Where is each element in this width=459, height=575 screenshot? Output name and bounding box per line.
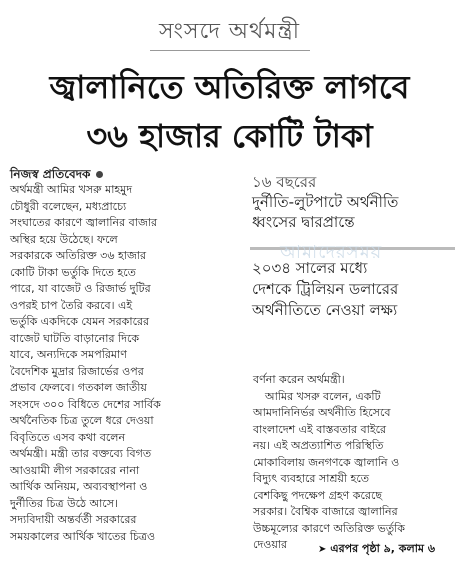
text-line: অর্থমন্ত্রী আমির খসরু মাহমুদ [10, 183, 133, 196]
text-line: অর্থনৈতিক চিত্র তুলে ধরে দেওয়া [10, 414, 154, 427]
continued-on-link[interactable] [318, 540, 435, 559]
text-line: কোটি টাকা ভর্তুকি দিতে হতে [10, 265, 136, 279]
text-line: পারে, যা বাজেট ও রিজার্ভ দুটির [10, 282, 151, 295]
right-column [253, 372, 451, 554]
text-line: বৈদেশিক মুদ্রার রিজার্ভের ওপর [10, 364, 144, 378]
text-line: ওপরই চাপ তৈরি করবে। এই [10, 298, 133, 312]
text-line: বাজেট ঘাটতি বাড়ানোর দিকে [10, 331, 140, 345]
text-line: যাবে, অন্যদিকে সমপরিমাণ [10, 348, 127, 361]
text-line: সময়কালের আর্থিক খাতের চিত্রও [10, 529, 156, 543]
text-line: বর্ণনা করেন অর্থমন্ত্রী। [253, 373, 345, 386]
text-line: বিদ্যুৎ ব্যবহারে সাশ্রয়ী হতে [253, 472, 370, 485]
text-line: সদ্যবিদায়ী অন্তর্বর্তী সরকারের [10, 513, 137, 526]
text-line: উচ্চমূল্যের কারণে অতিরিক্ত ভর্তুকি [253, 521, 405, 535]
text-line: আমির খসরু বলেন, একটি [265, 389, 381, 403]
text-line: সরকার। বৈশ্বিক বাজারে জ্বালানির [253, 505, 398, 518]
related-story-1-line: দুর্নীতি-লুটপাটে অর্থনীতি [252, 193, 399, 211]
arrow-right-icon: ➤ [318, 544, 327, 555]
related-story-1-line: ধ্বংসের দ্বারপ্রান্তে [252, 213, 355, 231]
text-line: সংসদে ৩০০ বিধিতে দেশের সার্বিক [10, 397, 161, 411]
related-story-2-line: দেশকে ট্রিলিয়ন ডলারের [252, 280, 399, 298]
text-line: বাংলাদেশ এই বাস্তবতার বাইরে [253, 422, 387, 436]
headline-line-2: ৩৬ হাজার কোটি টাকা [86, 117, 373, 155]
text-line: মোকাবিলায় জনগণকে জ্বালানি ও [253, 455, 400, 469]
text-line: অস্থির হয়ে উঠেছে। ফলে [10, 232, 118, 246]
byline-text: নিজস্ব প্রতিবেদক [10, 167, 91, 181]
text-line: চৌধুরী বলেছেন, মধ্যপ্রাচ্যে [10, 199, 127, 213]
related-story-1 [252, 172, 452, 232]
text-line: ভর্তুকি একদিকে যেমন সরকারের [10, 315, 150, 328]
kicker: সংসদে অর্থমন্ত্রী [158, 19, 300, 44]
related-story-2-line: অর্থনীতিতে নেওয়া লক্ষ্য [252, 301, 398, 319]
text-line: অর্থমন্ত্রী। মন্ত্রী তার বক্তব্যে বিগত [10, 447, 152, 460]
left-column [10, 182, 238, 545]
text-line: প্রভাব ফেলবে। গতকাল জাতীয় [10, 381, 147, 394]
text-line: নয়। এই অপ্রত্যাশিত পরিস্থিতি [253, 439, 384, 452]
text-line: সরকারকে অতিরিক্ত ৩৬ হাজার [10, 249, 147, 262]
related-story-2-line: ২০৩৪ সালের মধ্যে [252, 259, 368, 277]
kicker-underline [150, 50, 310, 51]
bullet-icon [96, 171, 103, 178]
related-story-1-line: ১৬ বছরের [252, 173, 317, 191]
text-line: দেওয়ার [253, 538, 288, 551]
continued-on-text: এরপর পৃষ্ঠা ৯, কলাম ৬ [330, 542, 435, 555]
text-line: বেশকিছু পদক্ষেপ গ্রহণ করেছে [253, 488, 383, 502]
text-line: দুর্নীতির চিত্র উঠে আসে। [10, 496, 118, 510]
text-line: আওয়ামী লীগ সরকারের নানা [10, 463, 140, 477]
related-story-2 [252, 258, 452, 321]
text-line: আর্থিক অনিয়ম, অব্যবস্থাপনা ও [10, 480, 148, 493]
text-line: সংঘাতের কারণে জ্বালানির বাজার [10, 216, 158, 229]
text-line: আমদানিনির্ভর অর্থনীতি হিসেবে [253, 406, 391, 419]
headline-line-1: জ্বালানিতে অতিরিক্ত লাগবে [49, 68, 410, 106]
text-line: বিবৃতিতে এসব কথা বলেন [10, 430, 126, 444]
watermark-logo: আমাদেরসময় [280, 242, 383, 263]
